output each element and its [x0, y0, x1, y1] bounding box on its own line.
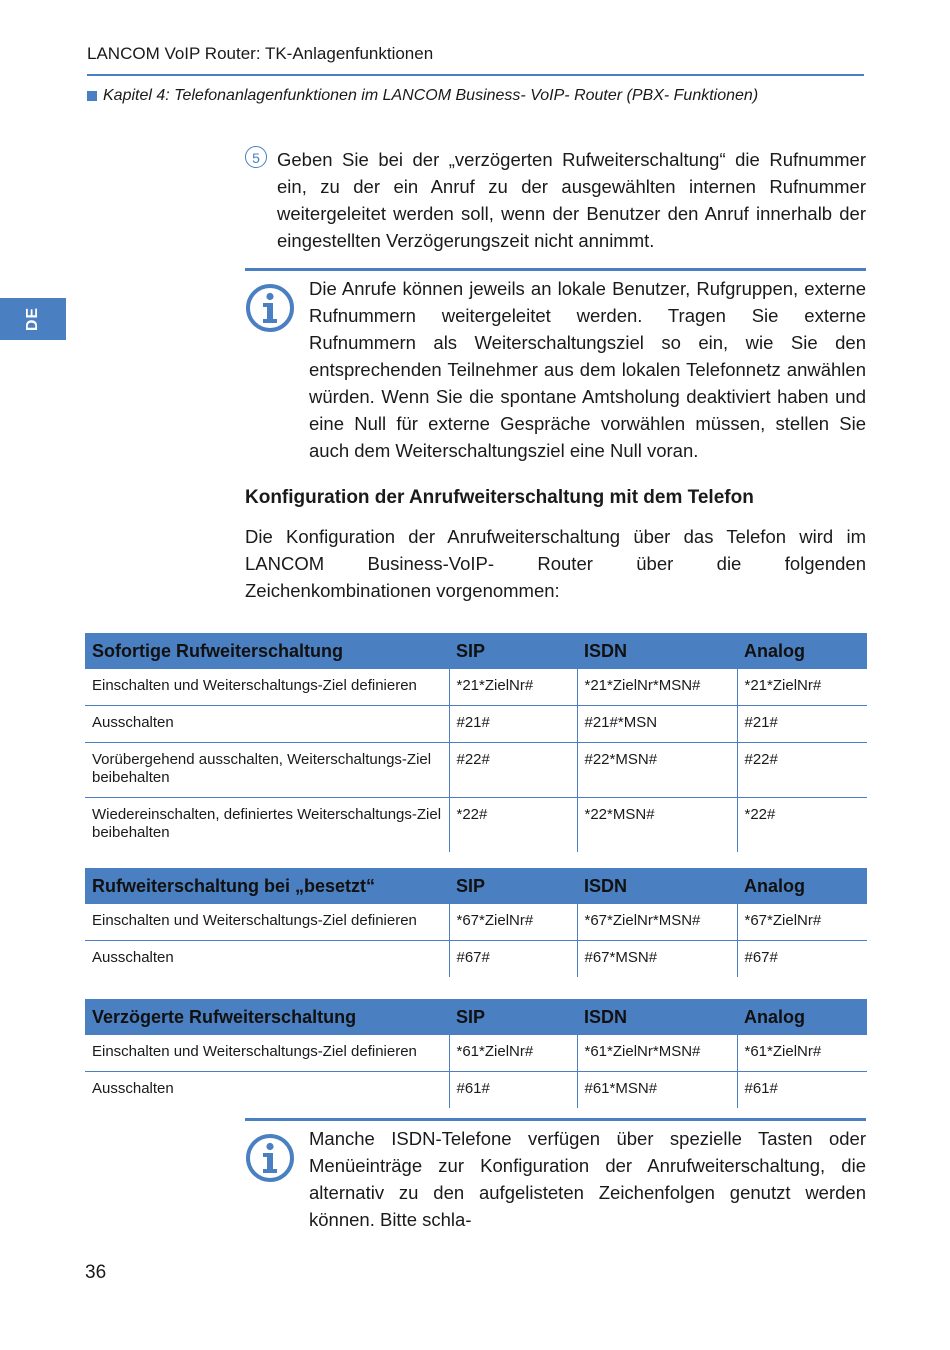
table-cell: *21*ZielNr#	[449, 669, 577, 706]
info-icon	[245, 283, 295, 333]
table-header-cell: Rufweiterschaltung bei „besetzt“	[85, 868, 449, 904]
table-cell: *21*ZielNr#	[737, 669, 867, 706]
table-immediate-forwarding	[85, 633, 867, 852]
table-header-cell: Analog	[737, 633, 867, 669]
table-cell: *61*ZielNr#	[449, 1035, 577, 1072]
table-cell: #21#	[449, 706, 577, 743]
table-header-row	[85, 868, 867, 904]
table-header-cell: SIP	[449, 633, 577, 669]
step-5-text: Geben Sie bei der „verzögerten Rufweiterschaltung“ die Rufnummer ein, zu der ein Anruf zu der ausgewählten internen Rufnummer weitergeleitet werden soll, wenn der Benutzer den Anruf innerhalb der eingestellten Verzögerungszeit nicht annimmt.	[277, 149, 866, 251]
table-cell: Wiedereinschalten, definiertes Weiterschaltungs-Ziel beibehalten	[92, 806, 442, 841]
table-row	[85, 941, 867, 978]
table-cell: #61#	[449, 1072, 577, 1109]
table-cell: Ausschalten	[92, 1080, 174, 1097]
table-cell: Einschalten und Weiterschaltungs-Ziel definieren	[85, 1035, 449, 1072]
table-cell: #22*MSN#	[577, 743, 737, 798]
running-header-title: LANCOM VoIP Router: TK-Anlagenfunktionen	[87, 44, 434, 63]
table-cell: *22#	[737, 798, 867, 853]
table-cell: *61*ZielNr*MSN#	[577, 1035, 737, 1072]
info-rule-top	[245, 268, 866, 271]
table-cell: #21#	[737, 706, 867, 743]
table-row	[85, 743, 867, 798]
info-note-text: Die Anrufe können jeweils an lokale Benutzer, Rufgruppen, externe Rufnummern weitergeleitet werden. Tragen Sie externe Rufnummern als Weiterschaltungsziel so ein, wie Sie den entsprechenden Teilnehmer aus dem lokalen Telefonnetz anwählen würden. Wenn Sie die spontane Amtsholung deaktiviert haben und eine Null für externe Gespräche vorwählen müssen, stellen Sie auch dem Weiterschaltungsziel eine Null voran.	[309, 278, 866, 461]
table-cell: *67*ZielNr#	[737, 904, 867, 941]
table-cell: Ausschalten	[92, 949, 174, 966]
table-cell: *21*ZielNr*MSN#	[577, 669, 737, 706]
section-intro: Die Konfiguration der Anrufweiterschaltung über das Telefon wird im LANCOM Business-VoIP- Router über die folgenden Zeichenkombinationen vorgenommen:	[245, 526, 866, 601]
table-header-cell: Analog	[737, 999, 867, 1035]
table-row	[85, 706, 867, 743]
table-cell: *61*ZielNr#	[737, 1035, 867, 1072]
page-number: 36	[85, 1262, 107, 1283]
table-cell: Vorübergehend ausschalten, Weiterschaltungs-Ziel beibehalten	[85, 743, 449, 798]
table-cell: Ausschalten	[85, 706, 449, 743]
table-header-cell: Sofortige Rufweiterschaltung	[85, 633, 449, 669]
info-icon	[245, 1133, 295, 1183]
table-cell: *67*ZielNr*MSN#	[577, 904, 737, 941]
table-header-cell: Verzögerte Rufweiterschaltung	[85, 999, 449, 1035]
language-tab-label: DE	[24, 306, 41, 332]
language-tab	[0, 298, 66, 340]
table-cell: #67#	[449, 941, 577, 978]
table-cell: *22*MSN#	[577, 798, 737, 853]
chapter-square-icon	[87, 91, 97, 101]
table-header-cell: Analog	[737, 868, 867, 904]
chapter-title: Kapitel 4: Telefonanlagenfunktionen im LANCOM Business- VoIP- Router (PBX- Funktionen)	[103, 87, 759, 104]
step-number-badge: 5	[245, 146, 267, 168]
table-row	[85, 1035, 867, 1072]
table-cell: #61#	[737, 1072, 867, 1109]
table-cell: #61*MSN#	[577, 1072, 737, 1109]
table-cell: #67#	[737, 941, 867, 978]
table-cell: #21#*MSN	[577, 706, 737, 743]
info-note-text-2: Manche ISDN-Telefone verfügen über spezielle Tasten oder Menüeinträge zur Konfiguration der Anrufweiterschaltung, die alternativ zu den aufgelisteten Zeichenfolgen genutzt werden können. Bitte schla-	[309, 1128, 866, 1230]
table-cell: *22#	[449, 798, 577, 853]
info-rule-bottom	[245, 1118, 866, 1121]
table-row	[85, 798, 867, 853]
table-header-cell: SIP	[449, 999, 577, 1035]
table-cell: Einschalten und Weiterschaltungs-Ziel definieren	[85, 904, 449, 941]
header-rule	[87, 74, 864, 76]
table-cell: *67*ZielNr#	[449, 904, 577, 941]
table-cell: #67*MSN#	[577, 941, 737, 978]
table-cell: Einschalten und Weiterschaltungs-Ziel definieren	[85, 669, 449, 706]
table-cell: #22#	[737, 743, 867, 798]
table-header-cell: ISDN	[577, 868, 737, 904]
section-heading: Konfiguration der Anrufweiterschaltung mit dem Telefon	[245, 487, 754, 508]
table-header-cell: SIP	[449, 868, 577, 904]
table-delayed-forwarding	[85, 999, 867, 1108]
table-header-row	[85, 999, 867, 1035]
table-row	[85, 669, 867, 706]
table-header-cell: ISDN	[577, 999, 737, 1035]
table-row	[85, 904, 867, 941]
table-header-cell: ISDN	[577, 633, 737, 669]
table-header-row	[85, 633, 867, 669]
table-busy-forwarding	[85, 868, 867, 977]
table-row	[85, 1072, 867, 1109]
chapter-line	[87, 87, 758, 105]
table-cell: #22#	[449, 743, 577, 798]
